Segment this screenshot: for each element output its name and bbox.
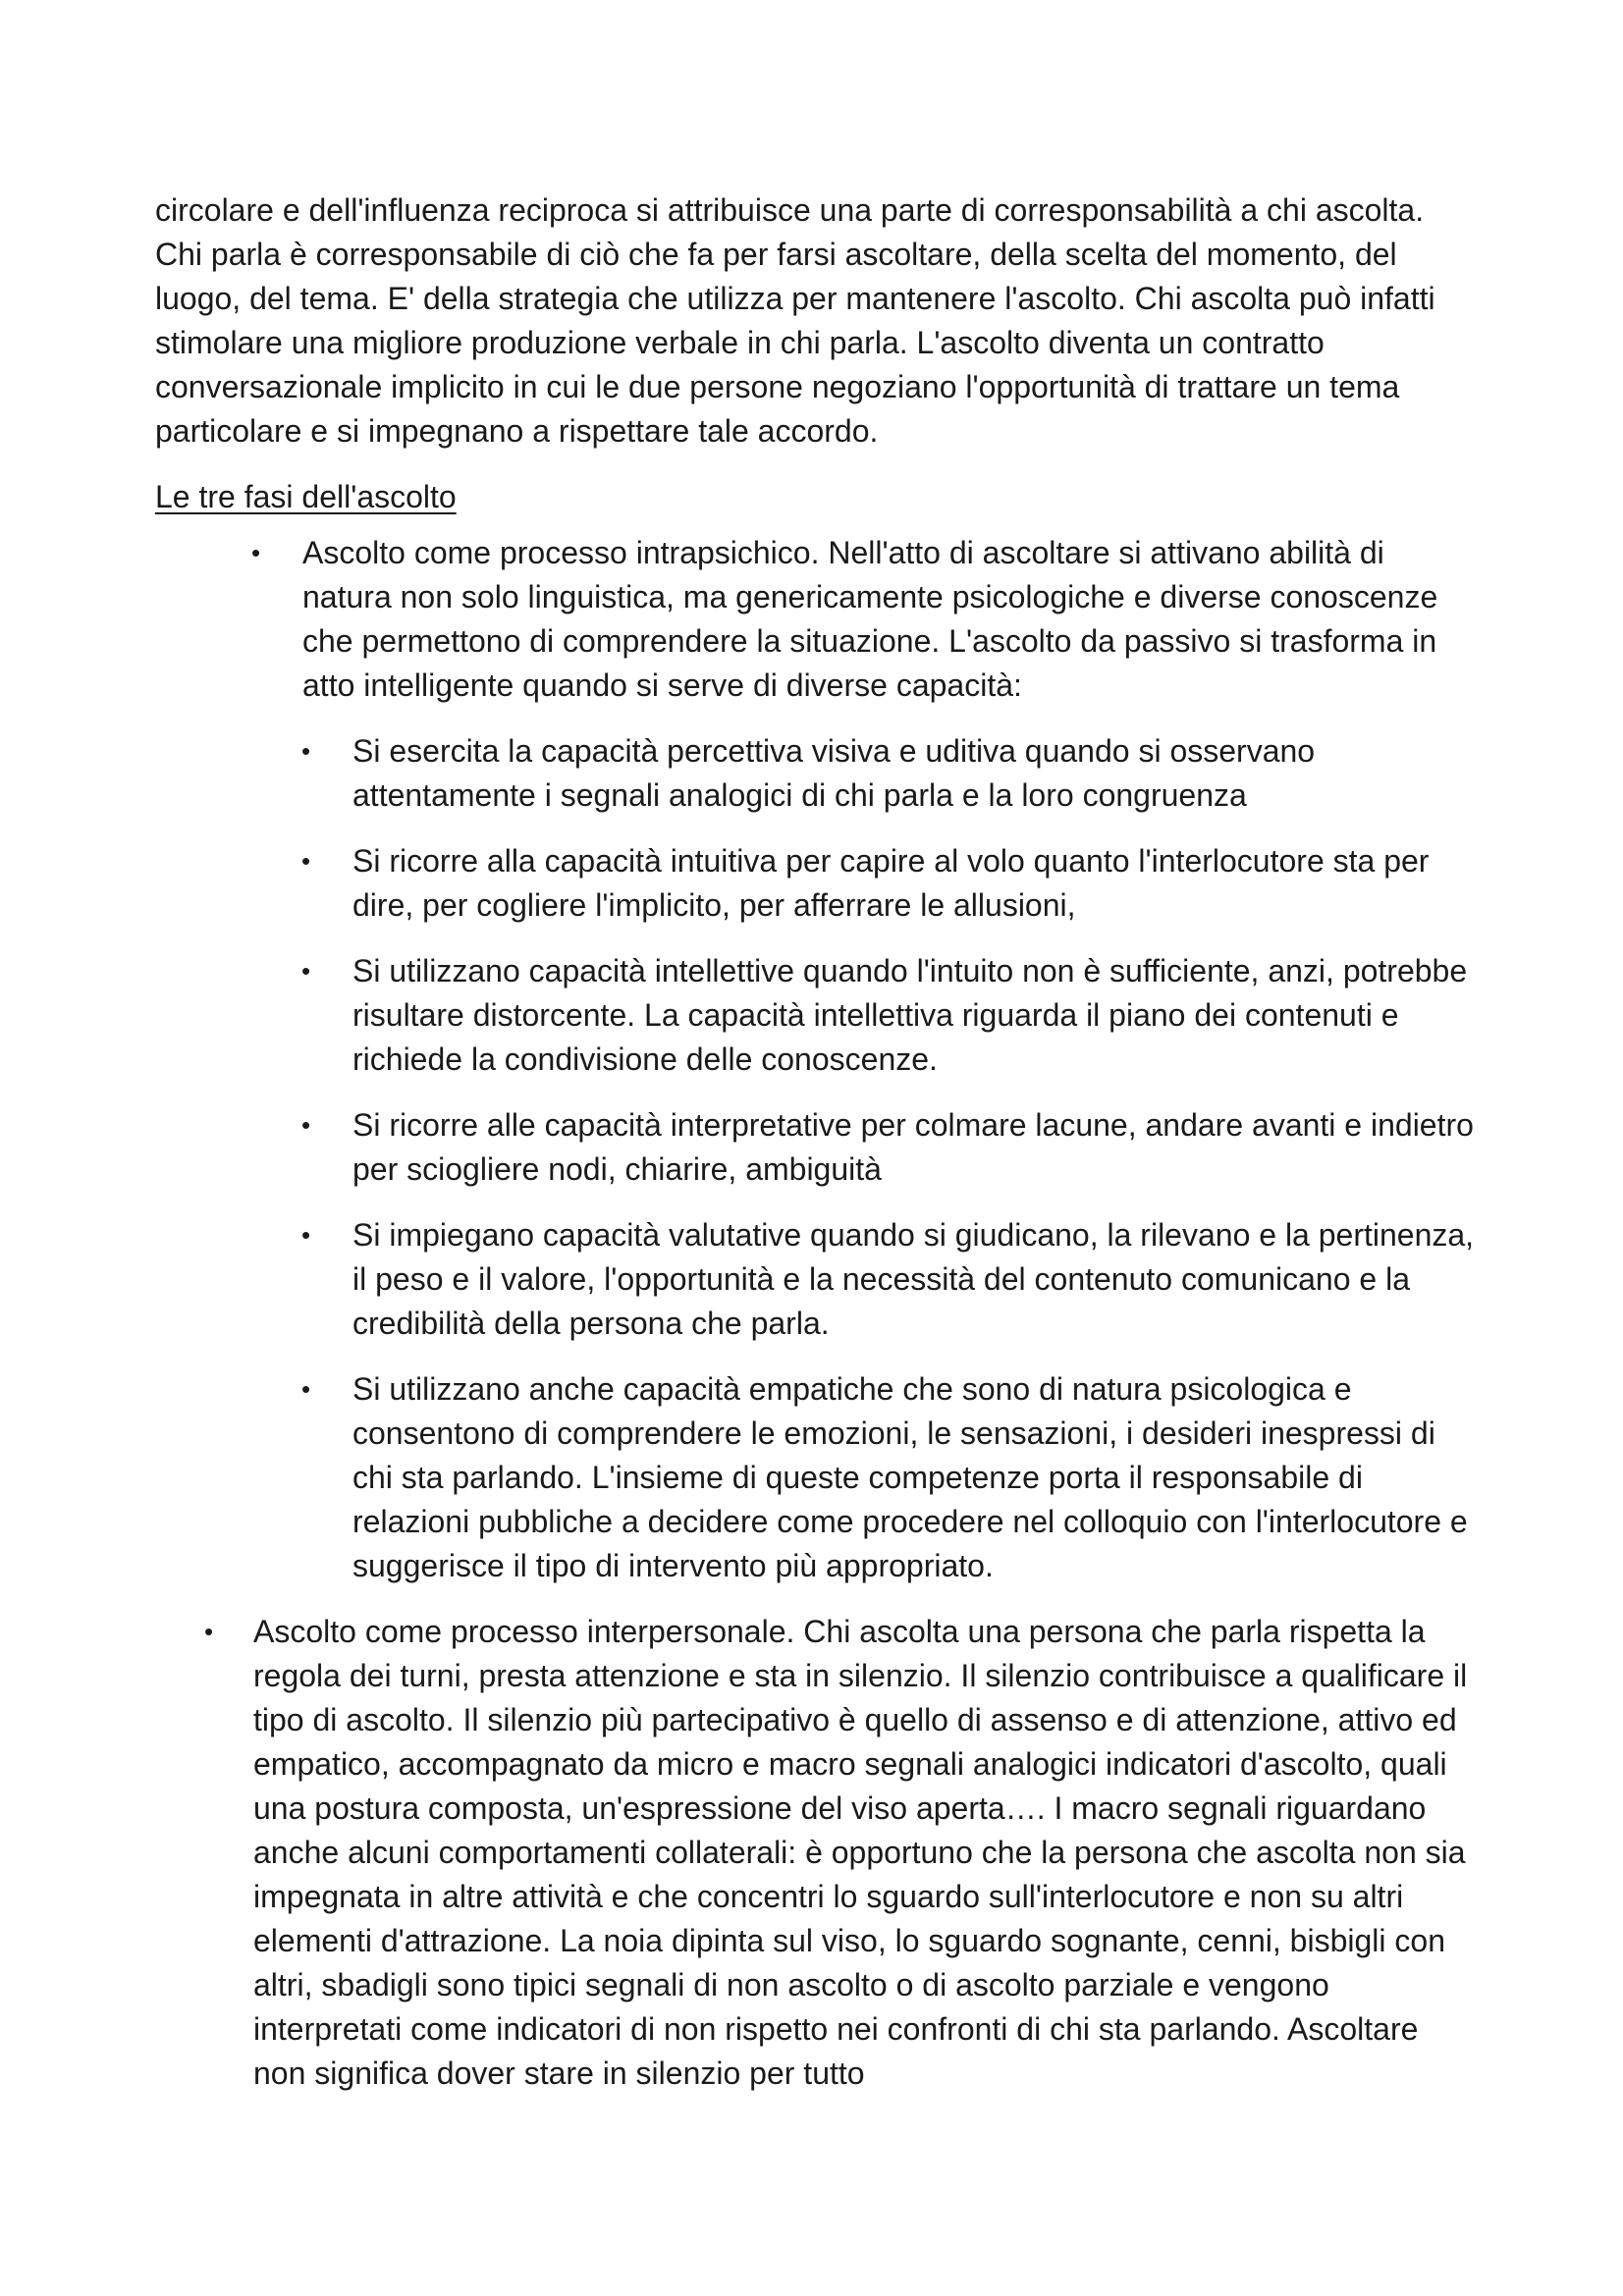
capacity-text: Si esercita la capacità percettiva visiva e uditiva quando si osservano attentamente i segnali analogici di chi parla e la loro congruenza xyxy=(352,733,1316,813)
section-heading: Le tre fasi dell'ascolto xyxy=(155,479,457,514)
bullet-icon: • xyxy=(301,1110,311,1140)
bullet-icon: • xyxy=(301,1220,311,1250)
bullet-icon: • xyxy=(251,538,261,567)
phase-interpersonal xyxy=(155,1610,1476,2096)
document-page xyxy=(155,188,1476,2117)
phase-intrapsychic xyxy=(155,531,1476,1588)
capacity-item xyxy=(155,949,1476,1082)
capacity-text: Si ricorre alla capacità intuitiva per capire al volo quanto l'interlocutore sta per dire, per cogliere l'implicito, per afferrare le allusioni, xyxy=(352,843,1430,923)
bullet-icon: • xyxy=(301,1374,311,1404)
phase-text: Ascolto come processo intrapsichico. Nell'atto di ascoltare si attivano abilità di natura non solo linguistica, ma genericamente psicologiche e diverse conoscenze che permettono di comprendere la situazione. L'ascolto da passivo si trasforma in atto intelligente quando si serve di diverse capacità: xyxy=(302,535,1438,703)
bullet-icon: • xyxy=(301,736,311,766)
intro-paragraph: circolare e dell'influenza reciproca si attribuisce una parte di corresponsabilità a chi ascolta. Chi parla è corresponsabile di ciò che fa per farsi ascoltare, della scelta del momento, del luogo, del tema. E' della strategia che utilizza per mantenere l'ascolto. Chi ascolta può infatti stimolare una migliore produzione verbale in chi parla. L'ascolto diventa un contratto conversazionale implicito in cui le due persone negoziano l'opportunità di trattare un tema particolare e si impegnano a rispettare tale accordo. xyxy=(155,192,1435,449)
bullet-icon: • xyxy=(301,846,311,876)
capacity-text: Si utilizzano capacità intellettive quando l'intuito non è sufficiente, anzi, potrebbe risultare distorcente. La capacità intellettiva riguarda il piano dei contenuti e richiede la condivisione delle conoscenze. xyxy=(352,953,1468,1077)
bullet-icon: • xyxy=(301,956,311,986)
capacity-item xyxy=(155,729,1476,818)
phases-list xyxy=(155,531,1476,2096)
capacity-text: Si ricorre alle capacità interpretative per colmare lacune, andare avanti e indietro per sciogliere nodi, chiarire, ambiguità xyxy=(352,1107,1474,1187)
capacities-list xyxy=(302,729,1476,1588)
bullet-icon: • xyxy=(204,1617,214,1646)
capacity-item xyxy=(155,1367,1476,1588)
capacity-item xyxy=(155,1213,1476,1346)
phase-text: Ascolto come processo interpersonale. Chi ascolta una persona che parla rispetta la regola dei turni, presta attenzione e sta in silenzio. Il silenzio contribuisce a qualificare il tipo di ascolto. Il silenzio più partecipativo è quello di assenso e di attenzione, attivo ed empatico, accompagnato da micro e macro segnali analogici indicatori d'ascolto, quali una postura composta, un'espressione del viso aperta…. I macro segnali riguardano anche alcuni comportamenti collaterali: è opportuno che la persona che ascolta non sia impegnata in altre attività e che concentri lo sguardo sull'interlocutore e non su altri elementi d'attrazione. La noia dipinta sul viso, lo sguardo sognante, cenni, bisbigli con altri, sbadigli sono tipici segnali di non ascolto o di ascolto parziale e vengono interpretati come indicatori di non rispetto nei confronti di chi sta parlando. Ascoltare non significa dover stare in silenzio per tutto xyxy=(253,1614,1468,2091)
capacity-item xyxy=(155,1103,1476,1192)
capacity-item xyxy=(155,839,1476,928)
capacity-text: Si impiegano capacità valutative quando si giudicano, la rilevano e la pertinenza, il peso e il valore, l'opportunità e la necessità del contenuto comunicano e la credibilità della persona che parla. xyxy=(352,1217,1475,1341)
capacity-text: Si utilizzano anche capacità empatiche che sono di natura psicologica e consentono di comprendere le emozioni, le sensazioni, i desideri inespressi di chi sta parlando. L'insieme di queste competenze porta il responsabile di relazioni pubbliche a decidere come procedere nel colloquio con l'interlocutore e suggerisce il tipo di intervento più appropriato. xyxy=(352,1371,1468,1583)
